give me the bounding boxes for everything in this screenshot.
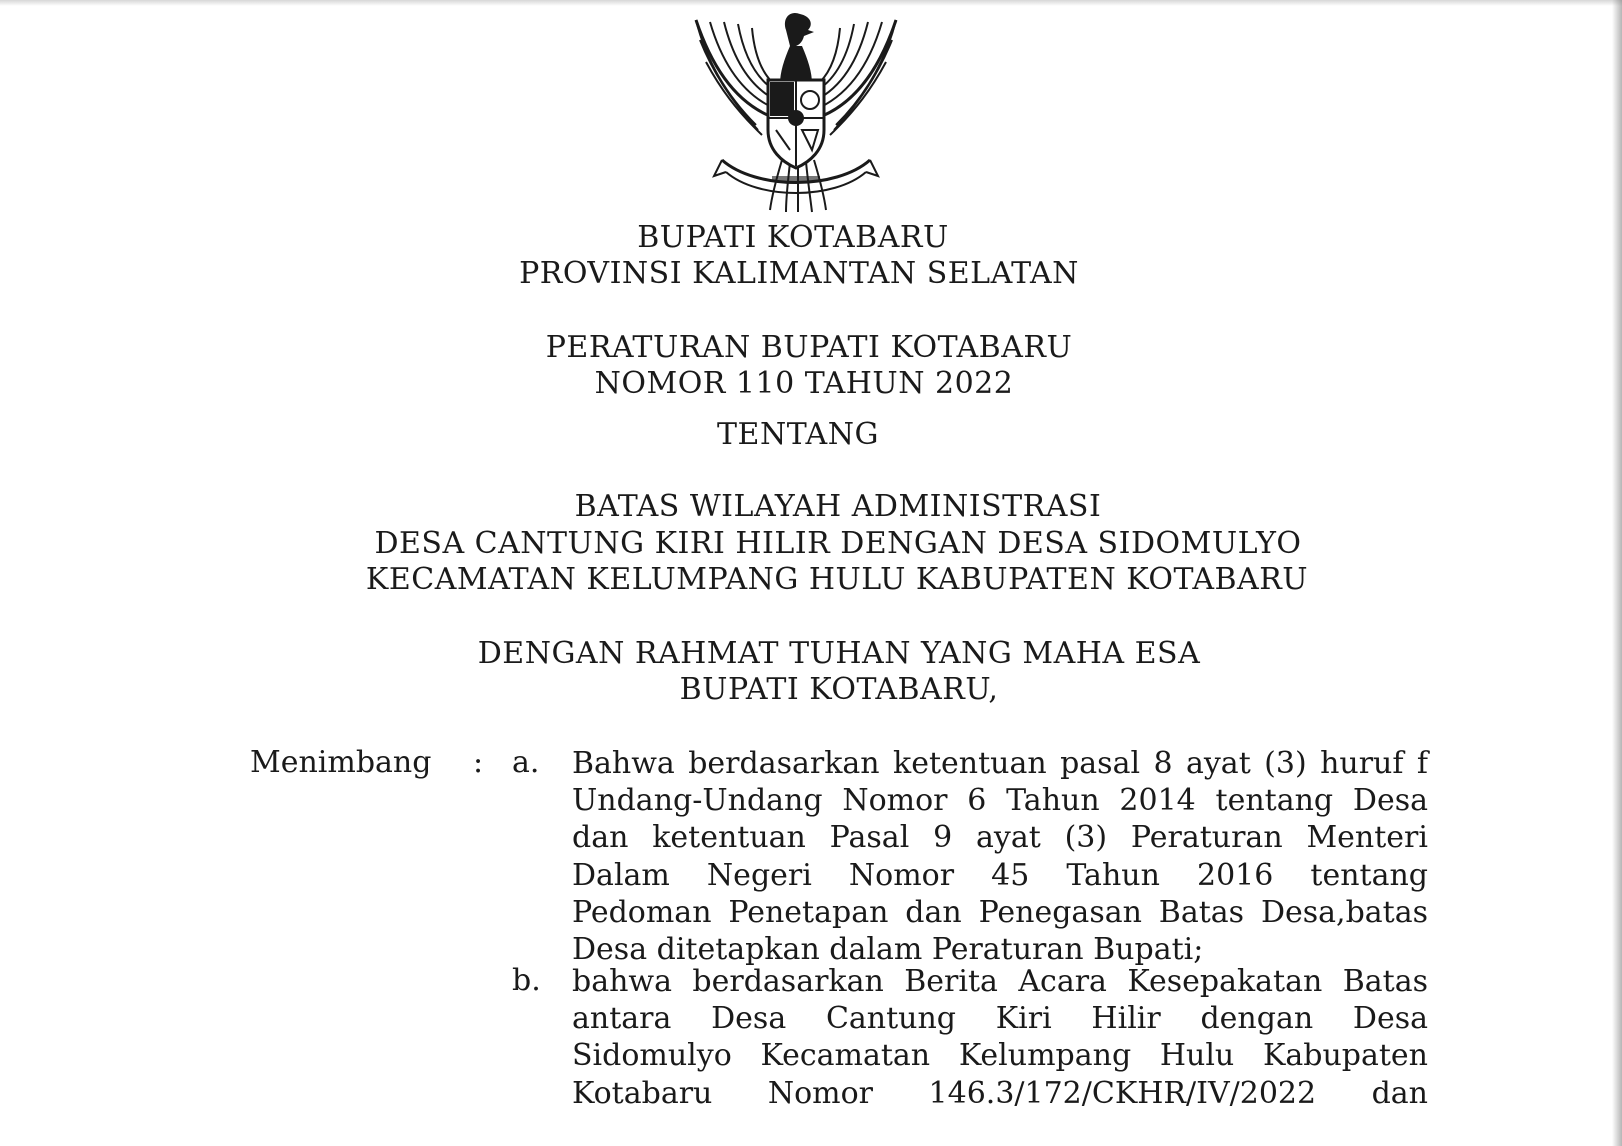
considering-colon: : bbox=[473, 745, 484, 780]
regulation-subject-line-3: KECAMATAN KELUMPANG HULU KABUPATEN KOTABARU bbox=[365, 562, 1309, 597]
letterhead-line-1: BUPATI KOTABARU bbox=[637, 220, 949, 255]
item-a-line-6: Desa ditetapkan dalam Peraturan Bupati; bbox=[572, 931, 1204, 967]
regulation-subject-line-1: BATAS WILAYAH ADMINISTRASI bbox=[574, 489, 1102, 524]
regulation-subject-line-2: DESA CANTUNG KIRI HILIR DENGAN DESA SIDOMULYO bbox=[374, 526, 1302, 561]
item-a-line-2: Undang-Undang Nomor 6 Tahun 2014 tentang Desa bbox=[572, 783, 1428, 819]
scan-edge-shadow bbox=[1612, 0, 1622, 1146]
preamble-line-1: DENGAN RAHMAT TUHAN YANG MAHA ESA bbox=[477, 636, 1201, 671]
item-b-text bbox=[572, 963, 1428, 1112]
preamble-line-2: BUPATI KOTABARU, bbox=[679, 672, 999, 707]
item-b-line-3: Sidomulyo Kecamatan Kelumpang Hulu Kabupaten bbox=[572, 1038, 1428, 1074]
item-b-marker: b. bbox=[512, 963, 541, 998]
regulation-title: PERATURAN BUPATI KOTABARU bbox=[545, 330, 1073, 365]
regulation-number: NOMOR 110 TAHUN 2022 bbox=[594, 366, 1014, 401]
item-a-text bbox=[572, 745, 1428, 968]
item-a-line-1: Bahwa berdasarkan ketentuan pasal 8 ayat (3) huruf f bbox=[572, 746, 1428, 781]
garuda-emblem-icon bbox=[686, 0, 906, 214]
considering-label: Menimbang bbox=[250, 745, 432, 780]
item-a-line-5: Pedoman Penetapan dan Penegasan Batas Desa,batas bbox=[572, 894, 1428, 930]
item-a-line-3: dan ketentuan Pasal 9 ayat (3) Peraturan Menteri bbox=[572, 820, 1428, 856]
letterhead-line-2: PROVINSI KALIMANTAN SELATAN bbox=[519, 256, 1079, 291]
item-a-marker: a. bbox=[512, 745, 540, 780]
regulation-about: TENTANG bbox=[717, 417, 879, 452]
item-a-line-4: Dalam Negeri Nomor 45 Tahun 2016 tentang bbox=[572, 857, 1428, 893]
item-b-line-1: bahwa berdasarkan Berita Acara Kesepakatan Batas bbox=[572, 964, 1428, 999]
item-b-line-2: antara Desa Cantung Kiri Hilir dengan Desa bbox=[572, 1001, 1428, 1037]
item-b-line-4: Kotabaru Nomor 146.3/172/CKHR/IV/2022 dan bbox=[572, 1075, 1428, 1111]
